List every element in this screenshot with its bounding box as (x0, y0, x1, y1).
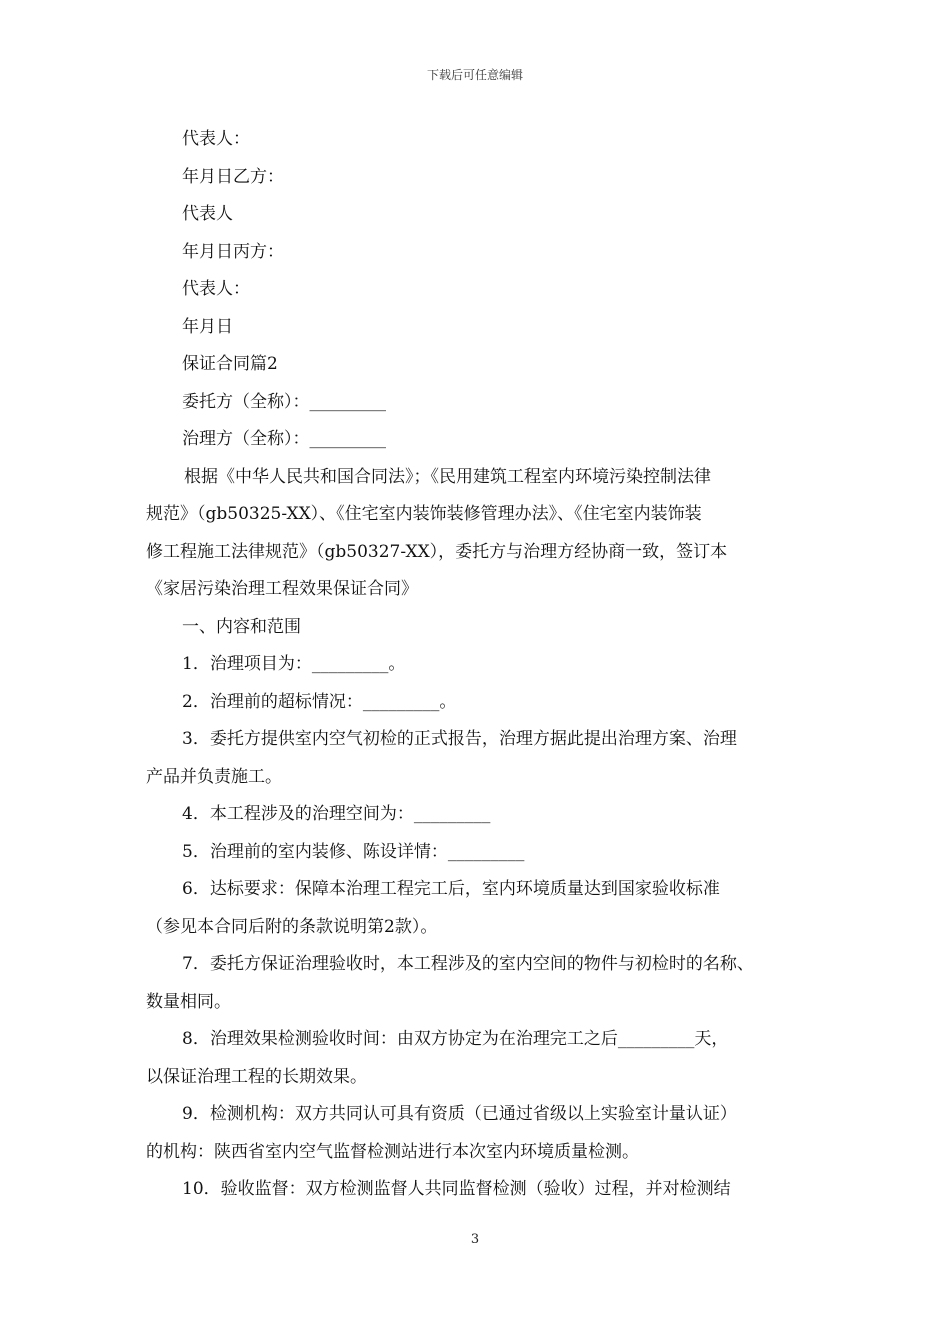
paragraph-line: 根据《中华人民共和国合同法》；《民用建筑工程室内环境污染控制法律 (184, 466, 711, 487)
list-item: 1．治理项目为：_________。 (182, 654, 406, 674)
text-line: 代表人 (182, 204, 233, 224)
paragraph-line: 《家居污染治理工程效果保证合同》 (146, 579, 418, 599)
text-line: 年月日乙方： (182, 166, 284, 187)
text-line: 委托方（全称）：_________ (182, 391, 386, 412)
text-line: 治理方（全称）：_________ (182, 429, 386, 449)
list-item: 8．治理效果检测验收时间：由双方协定为在治理完工之后_________天， (182, 1029, 729, 1049)
paragraph-line: 规范》（gb50325-XX）、《住宅室内装饰装修管理办法》、《住宅室内装饰装 (146, 504, 702, 524)
list-item: 2．治理前的超标情况：_________。 (182, 691, 457, 712)
list-item: 7．委托方保证治理验收时，本工程涉及的室内空间的物件与初检时的名称、 (182, 954, 754, 974)
page-header: 下载后可任意编辑 (426, 68, 523, 82)
list-item: 6．达标要求：保障本治理工程完工后，室内环境质量达到国家验收标准 (182, 879, 720, 899)
section-title: 保证合同篇2 (182, 354, 278, 374)
section-heading: 一、内容和范围 (182, 616, 301, 637)
list-item: 9．检测机构：双方共同认可具有资质（已通过省级以上实验室计量认证） (182, 1104, 737, 1124)
list-item: 4．本工程涉及的治理空间为：_________ (182, 804, 491, 824)
document-body (146, 121, 810, 1209)
list-item-continuation: （参见本合同后附的条款说明第2款）。 (146, 916, 438, 937)
list-item-continuation: 的机构：陕西省室内空气监督检测站进行本次室内环境质量检测。 (146, 1141, 639, 1162)
page-number: 3 (470, 1232, 480, 1247)
text-line: 代表人： (182, 279, 250, 299)
paragraph-line: 修工程施工法律规范》（gb50327-XX），委托方与治理方经协商一致，签订本 (146, 541, 728, 562)
text-line: 年月日丙方： (182, 241, 284, 262)
text-line: 代表人： (182, 129, 250, 149)
list-item-continuation: 数量相同。 (146, 991, 231, 1012)
list-item: 3．委托方提供室内空气初检的正式报告，治理方据此提出治理方案、治理 (182, 729, 737, 749)
list-item-continuation: 产品并负责施工。 (146, 766, 282, 787)
list-item-continuation: 以保证治理工程的长期效果。 (146, 1066, 367, 1087)
text-line: 年月日 (182, 316, 233, 337)
list-item: 10．验收监督：双方检测监督人共同监督检测（验收）过程，并对检测结 (182, 1179, 731, 1199)
list-item: 5．治理前的室内装修、陈设详情：_________ (182, 841, 525, 862)
